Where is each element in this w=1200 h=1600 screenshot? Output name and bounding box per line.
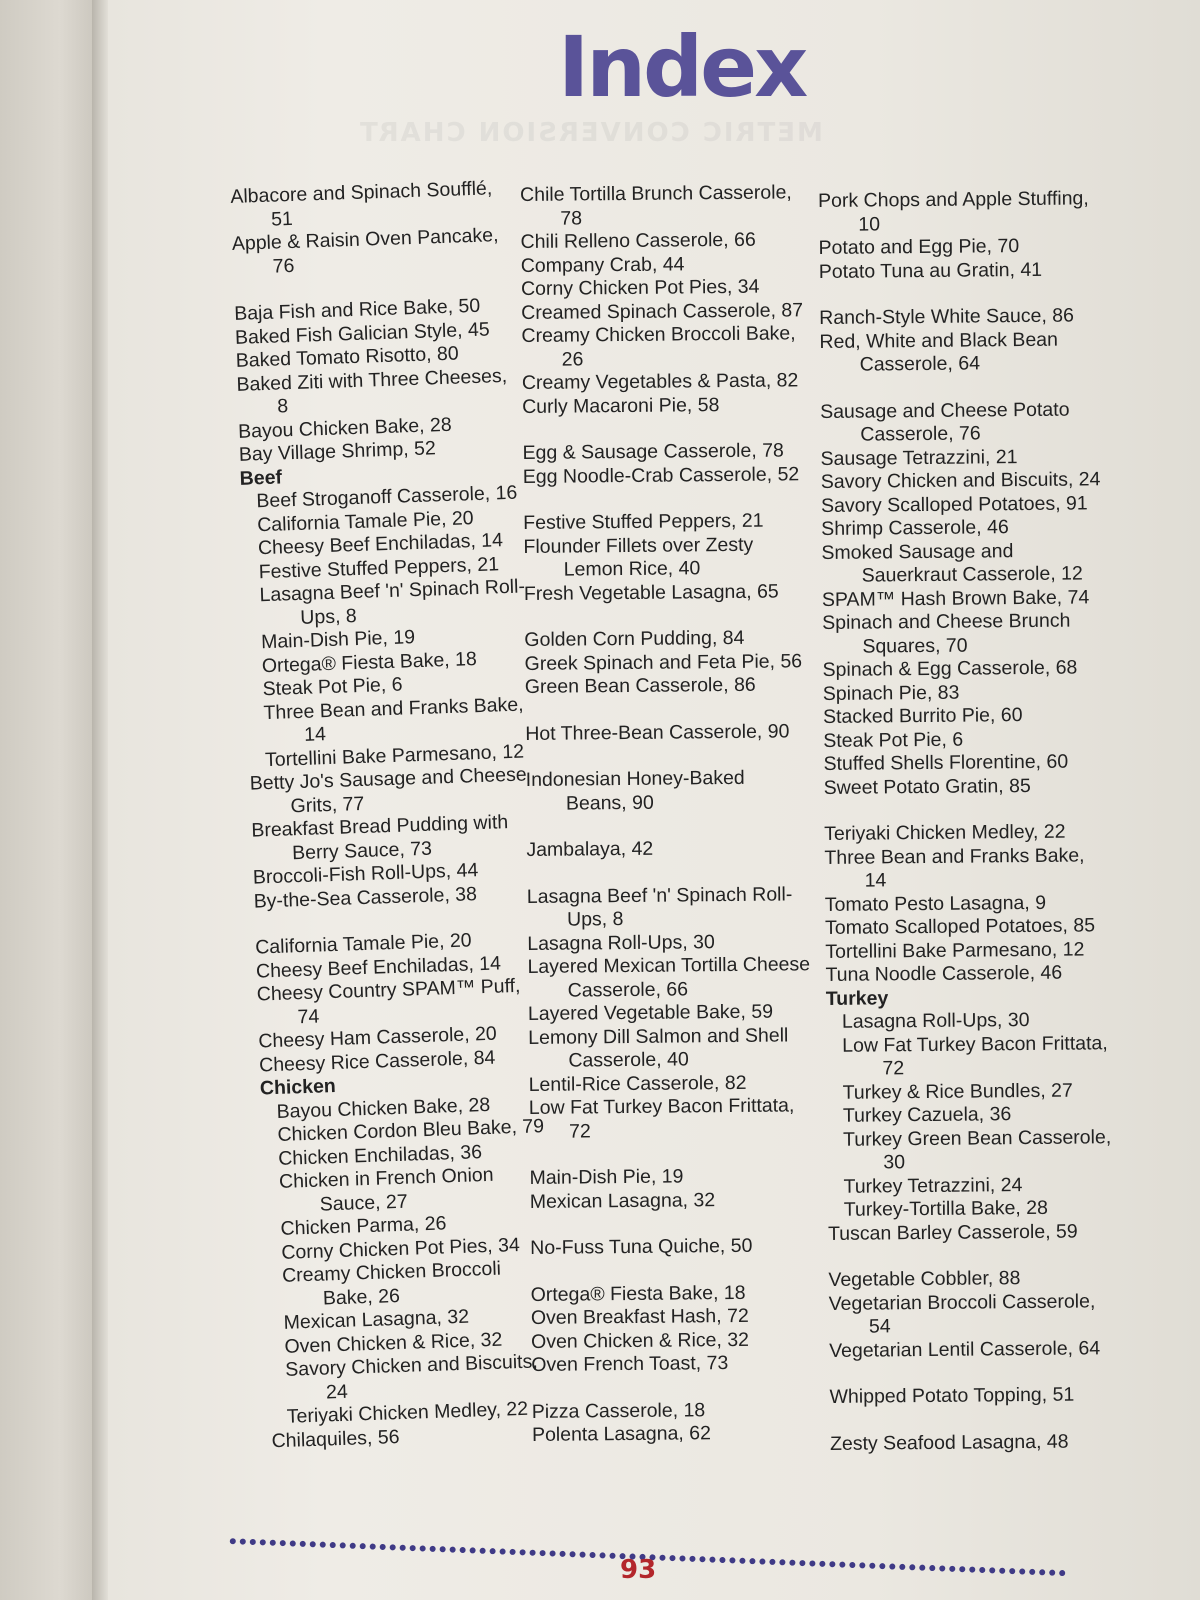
index-entry: Tuscan Barley Casserole, 59: [827, 1220, 1078, 1245]
index-entry: Golden Corn Pudding, 84: [524, 626, 745, 651]
index-entry: Cheesy Ham Casserole, 20: [258, 1022, 498, 1053]
index-entry: Sausage and Cheese Potato Casserole, 76: [820, 398, 1070, 446]
index-entry: Oven Chicken & Rice, 32: [531, 1328, 750, 1353]
index-entry: Steak Pot Pie, 6: [823, 728, 964, 752]
index-entry: Apple & Raisin Oven Pancake, 76: [231, 224, 499, 278]
index-entry: Spinach & Egg Casserole, 68: [822, 656, 1078, 681]
index-entry: Lasagna Roll-Ups, 30: [527, 930, 715, 955]
index-entry: Lasagna Beef 'n' Spinach Roll-Ups, 8: [259, 575, 526, 629]
index-entry: Turkey-Tortilla Bake, 28: [843, 1196, 1048, 1221]
index-entry: Baked Ziti with Three Cheeses, 8: [236, 364, 508, 418]
index-entry: Whipped Potato Topping, 51: [829, 1383, 1075, 1408]
index-group: [234, 293, 524, 467]
index-entry: Stacked Burrito Pie, 60: [822, 704, 1023, 728]
index-entry: Steak Pot Pie, 6: [262, 673, 403, 701]
index-group: [249, 763, 539, 913]
index-entry: Baja Fish and Rice Bake, 50: [233, 294, 481, 325]
index-group: [524, 626, 810, 699]
index-entry: By-the-Sea Casserole, 38: [253, 882, 478, 913]
index-entry: Turkey Tetrazzini, 24: [843, 1173, 1023, 1198]
index-entry: Lasagna Beef 'n' Spinach Roll-Ups, 8: [526, 882, 793, 931]
index-entry: Baked Tomato Risotto, 80: [235, 342, 459, 372]
index-entry: Polenta Lasagna, 62: [531, 1422, 712, 1446]
index-entry: Lasagna Roll-Ups, 30: [841, 1009, 1030, 1033]
index-group: [828, 1220, 1113, 1246]
category-heading-chicken: Chicken: [259, 1074, 337, 1100]
index-entry: Sausage Tetrazzini, 21: [820, 445, 1018, 470]
index-entry: Turkey Cazuela, 36: [842, 1103, 1012, 1127]
index-group: [824, 820, 1111, 987]
index-entry: Egg & Sausage Casserole, 78: [522, 439, 784, 464]
index-entry: No-Fuss Tuna Quiche, 50: [530, 1234, 753, 1259]
index-entry: SPAM™ Hash Brown Bake, 74: [821, 585, 1090, 611]
index-subgroup-chicken: [260, 1092, 556, 1430]
index-entry: Chicken in French Onion Sauce, 27: [278, 1163, 494, 1216]
index-group: [820, 398, 1109, 800]
index-entry: Red, White and Black Bean Casserole, 64: [819, 328, 1059, 376]
index-group: [522, 439, 807, 489]
index-group: [818, 187, 1104, 284]
index-group: [525, 720, 810, 746]
index-entry: Albacore and Spinach Soufflé, 51: [230, 177, 493, 231]
index-entry: Main-Dish Pie, 19: [529, 1165, 684, 1189]
index-group: [830, 1430, 1115, 1456]
index-entry: Smoked Sausage and Sauerkraut Casserole, 12: [821, 539, 1083, 587]
index-entry: California Tamale Pie, 20: [254, 929, 472, 959]
index-entry: Ortega® Fiesta Bake, 18: [261, 647, 478, 677]
index-entry: Jambalaya, 42: [526, 837, 654, 861]
index-group: [530, 1234, 815, 1260]
index-entry: Vegetarian Broccoli Casserole, 54: [828, 1289, 1096, 1338]
index-entry: Egg Noodle-Crab Casserole, 52: [522, 462, 800, 488]
index-entry: Company Crab, 44: [520, 252, 685, 277]
index-group: [527, 883, 814, 1144]
index-entry: Savory Scalloped Potatoes, 91: [820, 491, 1088, 517]
index-entry: Beef Stroganoff Casserole, 16: [256, 481, 518, 513]
index-entry: Cheesy Beef Enchiladas, 14: [257, 529, 504, 560]
index-entry: Cheesy Beef Enchiladas, 14: [255, 951, 502, 983]
index-entry: Three Bean and Franks Bake, 14: [824, 843, 1085, 892]
index-group: [531, 1281, 817, 1378]
index-entry: Festive Stuffed Peppers, 21: [258, 552, 500, 583]
index-subgroup-beef: [240, 481, 534, 772]
index-entry: Corny Chicken Pot Pies, 34: [520, 275, 760, 300]
index-entry: Bayou Chicken Bake, 28: [237, 413, 452, 443]
index-entry: Festive Stuffed Peppers, 21: [523, 509, 764, 534]
index-entry: Savory Chicken and Biscuits, 24: [284, 1350, 539, 1403]
index-entry: Greek Spinach and Feta Pie, 56: [524, 649, 803, 675]
index-entry: Bayou Chicken Bake, 28: [276, 1093, 491, 1123]
index-entry: Potato and Egg Pie, 70: [818, 235, 1020, 259]
index-entry: Mexican Lasagna, 32: [529, 1188, 716, 1213]
index-entry: Tomato Pesto Lasagna, 9: [824, 891, 1047, 916]
index-entry: Lentil-Rice Casserole, 82: [528, 1071, 747, 1096]
page-number: 93: [620, 1555, 657, 1585]
index-entry: Low Fat Turkey Bacon Frittata, 72: [528, 1094, 795, 1143]
index-entry: Oven French Toast, 73: [531, 1352, 729, 1376]
index-entry: Layered Mexican Tortilla Cheese Casserole, 66: [527, 953, 811, 1002]
index-entry: Stuffed Shells Florentine, 60: [823, 750, 1069, 775]
page-title: Index: [558, 18, 806, 116]
index-group: [532, 1398, 817, 1448]
index-entry: Chicken Parma, 26: [280, 1212, 447, 1240]
index-column-1: [230, 177, 557, 1454]
index-entry: Curly Macaroni Pie, 58: [522, 393, 720, 418]
index-entry: Zesty Seafood Lasagna, 48: [829, 1430, 1069, 1455]
index-entry: Main-Dish Pie, 19: [260, 626, 416, 654]
index-entry: Tortellini Bake Parmesano, 12: [264, 740, 525, 771]
index-group: [819, 304, 1105, 377]
index-entry: Turkey & Rice Bundles, 27: [842, 1079, 1073, 1104]
category-heading-beef: Beef: [239, 465, 283, 490]
index-entry: Betty Jo's Sausage and Cheese Grits, 77: [249, 763, 527, 817]
index-entry: Teriyaki Chicken Medley, 22: [286, 1397, 529, 1428]
index-entry: Three Bean and Franks Bake, 14: [263, 693, 524, 746]
index-entry: Chilaquiles, 56: [271, 1425, 400, 1452]
index-entry: Corny Chicken Pot Pies, 34: [281, 1233, 521, 1264]
index-entry: Spinach Pie, 83: [822, 681, 960, 705]
bleed-through-text: METRIC CONVERSION CHART: [358, 118, 823, 148]
index-entry: Chile Tortilla Brunch Casserole, 78: [520, 181, 792, 230]
index-group: [523, 509, 809, 606]
index-entry: Creamy Chicken Broccoli Bake, 26: [521, 322, 796, 371]
index-entry: Bay Village Shrimp, 52: [238, 437, 437, 466]
index-entry: Pork Chops and Apple Stuffing, 10: [818, 187, 1089, 236]
index-entry: Creamy Vegetables & Pasta, 82: [521, 369, 799, 394]
category-heading-turkey: Turkey: [825, 986, 889, 1010]
index-entry: Teriyaki Chicken Medley, 22: [824, 820, 1066, 845]
index-entry: Breakfast Bread Pudding with Berry Sauce, 73: [251, 811, 509, 864]
index-entry: California Tamale Pie, 20: [256, 506, 474, 536]
index-group: [828, 1266, 1114, 1363]
index-entry: Shrimp Casserole, 46: [821, 516, 1009, 540]
index-entry: Tortellini Bake Parmesano, 12: [825, 937, 1085, 963]
index-entry: Low Fat Turkey Bacon Frittata, 72: [842, 1031, 1108, 1080]
index-entry: Chili Relleno Casserole, 66: [520, 228, 756, 253]
index-entry: Turkey Green Bean Casserole, 30: [843, 1125, 1112, 1174]
index-entry: Mexican Lasagna, 32: [283, 1305, 470, 1334]
index-entry: Ranch-Style White Sauce, 86: [819, 304, 1075, 329]
index-entry: Tuna Noodle Casserole, 46: [825, 961, 1063, 986]
index-entry: Spinach and Cheese Brunch Squares, 70: [822, 609, 1071, 658]
index-entry: Sweet Potato Gratin, 85: [823, 774, 1031, 799]
index-group: [230, 177, 518, 280]
index-column-2: [520, 181, 817, 1447]
index-page: [108, 0, 1200, 1600]
index-entry: Oven Chicken & Rice, 32: [284, 1328, 503, 1358]
index-group: [529, 1164, 814, 1214]
index-entry: Flounder Fillets over Zesty Lemon Rice, 40: [523, 533, 754, 581]
index-entry: Tomato Scalloped Potatoes, 85: [824, 914, 1096, 939]
index-entry: Chicken Enchiladas, 36: [277, 1140, 483, 1170]
index-entry: Chicken Cordon Bleu Bake, 79: [277, 1115, 545, 1146]
index-entry: Creamy Chicken Broccoli Bake, 26: [281, 1257, 502, 1310]
index-entry: Layered Vegetable Bake, 59: [527, 1000, 774, 1025]
index-entry: Vegetable Cobbler, 88: [828, 1267, 1021, 1291]
facing-page-edge: [0, 0, 100, 1600]
index-group: [255, 927, 545, 1077]
index-group: [829, 1383, 1114, 1409]
index-entry: Vegetarian Lentil Casserole, 64: [829, 1336, 1101, 1362]
index-entry: Green Bean Casserole, 86: [524, 673, 756, 698]
index-entry: Oven Breakfast Hash, 72: [530, 1304, 749, 1329]
index-entry: Hot Three-Bean Casserole, 90: [525, 719, 790, 745]
index-group: [526, 836, 811, 862]
index-entry: Baked Fish Galician Style, 45: [234, 317, 490, 349]
index-entry: Pizza Casserole, 18: [531, 1398, 706, 1423]
index-entry: Lemony Dill Salmon and Shell Casserole, 40: [528, 1023, 789, 1072]
index-column-3: [818, 187, 1115, 1456]
index-subgroup-turkey: [826, 1008, 1113, 1222]
index-entry: Cheesy Rice Casserole, 84: [258, 1046, 496, 1077]
index-group: [520, 181, 807, 419]
index-entry: Creamed Spinach Casserole, 87: [521, 298, 804, 324]
index-entry: Broccoli-Fish Roll-Ups, 44: [252, 859, 479, 889]
index-entry: Cheesy Country SPAM™ Puff, 74: [256, 974, 521, 1028]
index-group: [526, 766, 811, 816]
index-entry: Indonesian Honey-Baked Beans, 90: [525, 766, 745, 815]
index-entry: Fresh Vegetable Lasagna, 65: [523, 580, 779, 605]
index-entry: Potato Tuna au Gratin, 41: [818, 258, 1043, 283]
index-entry: Savory Chicken and Biscuits, 24: [820, 468, 1101, 493]
index-entry: Ortega® Fiesta Bake, 18: [530, 1281, 746, 1306]
